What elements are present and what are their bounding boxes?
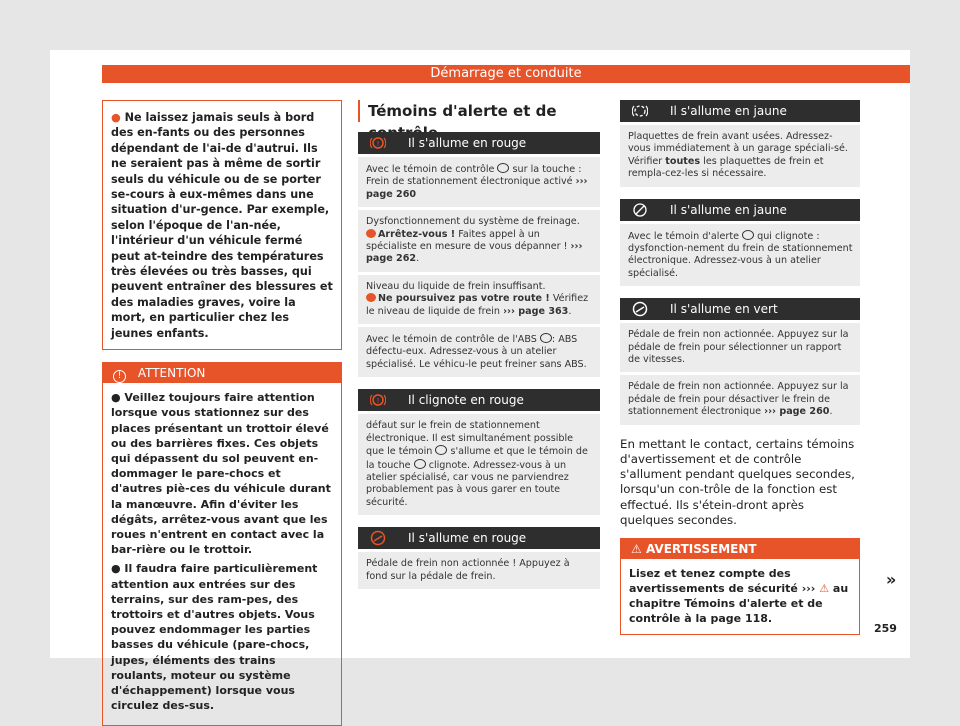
row-text: Pédale de frein non actionnée. Appuyez sur la pédale de frein pour désactiver le frein de stationnement électronique [628, 381, 849, 418]
page-ref: ››› page 260 [764, 406, 830, 418]
attention-item: ● Il faudra faire particulièrement attention aux entrées sur des terrains, sur des ram-pes, des trottoirs et d'autres objets. Vous pouvez endommager les parties basses du véhicule (pare-chocs, jupes, éléments des trains roulants, moteur ou système d'échappement) lorsque vous circulez des-sus. [111, 562, 318, 713]
avertissement-body [621, 559, 859, 634]
manual-page [50, 50, 910, 713]
parking-brake-fault-icon [632, 202, 648, 218]
brake-pad-icon [435, 445, 447, 455]
warning-triangle-icon: ⚠ [819, 581, 830, 595]
row-text: Lisez et tenez compte des avertissements de sécurité [629, 566, 798, 595]
attention-box [102, 362, 342, 726]
warning-triangle-icon: ⚠ [631, 541, 642, 556]
lamp-row [620, 224, 860, 287]
panel-red-on [358, 132, 600, 154]
continue-mark: » [886, 570, 897, 589]
panel-red-blink [358, 389, 600, 411]
svg-text:!: ! [376, 140, 380, 148]
panel-title: Il s'allume en jaune [670, 104, 787, 118]
lamp-row: Pédale de frein non actionnée. Appuyez sur la pédale de frein pour désactiver le frein de stationnement électronique ››› page 260. [620, 375, 860, 424]
intro-paragraph: En mettant le contact, certains témoins d'avertissement et de contrôle s'allument pendant quelques secondes, lorsqu'un con-trôle de la fonction est effectué. Ils s'étein-dront après quelques secondes. [620, 436, 855, 527]
lamp-row [358, 157, 600, 207]
lamp-row: Niveau du liquide de frein insuffisant. Ne poursuivez pas votre route ! Vérifiez le niveau de liquide de frein ››› page 363. [358, 275, 600, 324]
middle-column [358, 100, 600, 589]
avertissement-box [620, 538, 860, 635]
right-column [620, 100, 860, 635]
panel-yellow-pads [620, 100, 860, 122]
parking-brake-icon [414, 459, 426, 469]
row-bold: Ne poursuivez pas votre route ! [378, 293, 550, 305]
avertissement-header [621, 539, 859, 559]
parking-brake-icon [497, 163, 509, 173]
panel-title: Il s'allume en jaune [670, 202, 787, 217]
brake-warning-red-icon [370, 392, 386, 408]
panel-yellow-epb [620, 199, 860, 221]
section-title: Témoins d'alerte et de [358, 100, 600, 122]
lamp-row [358, 414, 600, 515]
brake-warning-red-icon [370, 135, 386, 151]
child-warning-text: Ne laissez jamais seuls à bord des en-fants ou des personnes dépendant de l'ai-de d'autrui. Ils ne seraient pas à même de sortir seuls du véhicule ou de se porter se-cours à eux-mêmes dans une situation d'ur-gence. Par exemple, selon l'époque de l'an-née, l'intérieur d'un véhicule fermé peut at-teindre des températures très élevées ou très basses, qui peuvent entraîner des blessures et des maladies graves, voire la mort, en particulier chez les jeunes enfants. [111, 111, 333, 340]
stop-icon [366, 293, 376, 302]
brake-pedal-red-icon [370, 530, 386, 546]
left-column [102, 100, 342, 726]
row-text: Avec le témoin d'alerte [628, 230, 739, 242]
avertissement-title: AVERTISSEMENT [645, 541, 757, 556]
abs-icon [540, 333, 552, 343]
info-circle-icon: ! [113, 370, 126, 383]
row-text: Niveau du liquide de frein insuffisant. [366, 280, 546, 292]
panel-title: Il s'allume en rouge [408, 531, 527, 546]
row-text: Faites appel à un spécialiste en mesure de vous dépanner ! [366, 228, 568, 253]
bullet-icon: ● [111, 111, 121, 124]
attention-item: ● Veillez toujours faire attention lorsque vous stationnez sur des places présentant un trottoir élevé ou des barrières fixes. Ces objets qui dépassent du sol peuvent en-dommager le pare-chocs et d'autres piè-ces du véhicule durant la manœuvre. Afin d'éviter les dégâts, arrêtez-vous avant que les roues n'entrent en contact avec la bar-rière ou le trottoir. [111, 391, 331, 557]
page-ref: ››› page 363 [503, 305, 569, 317]
row-text: Vérifiez le niveau de liquide de frein [366, 293, 589, 317]
row-text: au chapitre Témoins d'alerte et de contrôle à la page 118. [629, 581, 849, 625]
panel-title: Il s'allume en vert [670, 302, 778, 317]
attention-body [103, 383, 341, 725]
row-text: clignote. Adressez-vous à un atelier spécialisé, car vous ne parviendrez probablement pas à vous garer en toute sécurité. [366, 459, 569, 508]
brake-pedal-green-icon [632, 301, 648, 317]
chapter-header: Démarrage et conduite [102, 65, 910, 83]
row-text: : ABS défectu-eux. Adressez-vous à un atelier spécialisé. Le véhicu-le peut freiner sans ABS. [366, 334, 587, 370]
row-text: Plaquettes de frein avant usées. Adressez-vous immédiatement à un garage spéciali-sé. Vérifier [628, 131, 848, 167]
row-text: sur la touche : Frein de stationnement électronique activé [366, 164, 582, 188]
svg-text:!: ! [376, 397, 380, 406]
row-text: Avec le témoin de contrôle de l'ABS [366, 334, 537, 346]
page-ref: ››› page 260 [366, 176, 588, 200]
panel-green [620, 298, 860, 320]
row-text: Dysfonctionnement du système de freinage. [366, 216, 580, 228]
row-text: défaut sur le frein de stationnement électronique. Il est simultanément possible que le témoin [366, 420, 574, 458]
row-text: les plaquettes de frein et rempla-cez-les si nécessaire. [628, 155, 824, 180]
attention-title: ATTENTION [137, 366, 206, 381]
arrows: ››› [801, 581, 816, 595]
panel-title: Il s'allume en rouge [408, 136, 527, 150]
row-bold: toutes [665, 155, 701, 167]
panel-red-pedal [358, 527, 600, 549]
row-text: Avec le témoin de contrôle [366, 164, 495, 175]
panel-title: Il clignote en rouge [408, 393, 524, 408]
page-ref: ››› page 262 [366, 241, 583, 265]
lamp-row: Pédale de frein non actionnée. Appuyez sur la pédale de frein pour sélectionner un rapport de vitesses. [620, 323, 860, 372]
child-warning-box [102, 100, 342, 350]
lamp-row: Dysfonctionnement du système de freinage. Arrêtez-vous ! Faites appel à un spécialiste en mesure de vous dépanner ! ››› page 262. [358, 210, 600, 272]
lamp-row [620, 125, 860, 187]
brake-pad-yellow-icon [632, 103, 648, 119]
row-text: s'allume et que le témoin de la touche [366, 446, 588, 471]
row-bold: Arrêtez-vous ! [378, 228, 456, 240]
row-text: qui clignote : dysfonction-nement du frein de stationnement électronique. Adressez-vous à un atelier spécialisé. [628, 230, 853, 279]
lamp-row: Pédale de frein non actionnée ! Appuyez à fond sur la pédale de frein. [358, 552, 600, 589]
page-number: 259 [874, 622, 897, 635]
lamp-row [358, 327, 600, 377]
parking-brake-icon [742, 230, 754, 240]
stop-icon [366, 229, 376, 238]
attention-header [103, 363, 341, 383]
